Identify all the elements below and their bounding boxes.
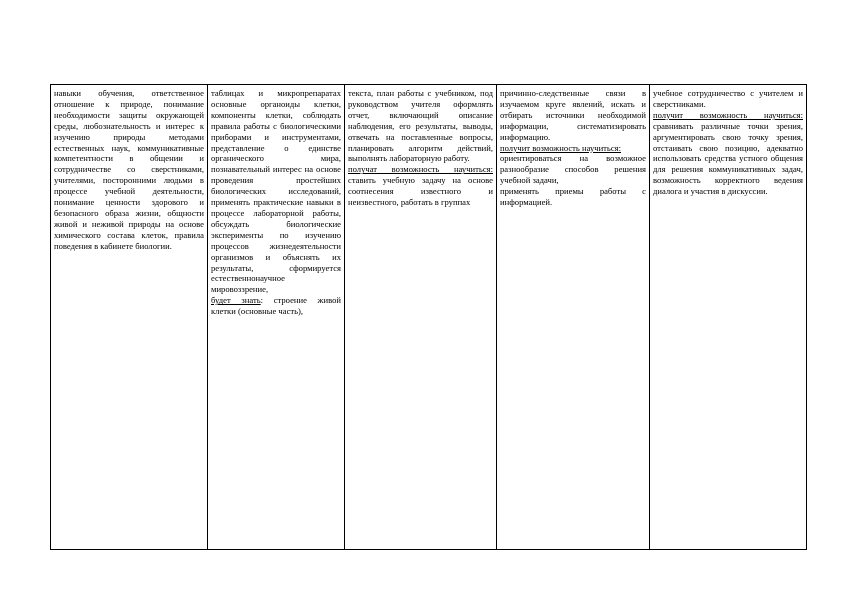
cell-text: текста, план работы с учебником, под руководством учителя оформлять отчет, включающий описание наблюдения, его результаты, выводы, отвечать на поставленные вопросы, планировать алгоритм действий, выполнять лабораторную работу.	[348, 88, 493, 164]
table-cell-subject	[208, 85, 345, 550]
cell-underlined-heading: получат возможность научиться:	[348, 164, 493, 175]
cell-text: : строение живой клетки (основные часть),	[211, 295, 341, 317]
cell-paragraph	[348, 164, 493, 208]
cell-paragraph	[500, 143, 646, 154]
table-cell-communicative	[650, 85, 807, 550]
table-row	[51, 85, 807, 550]
cell-text: учебное сотрудничество с учителем и сверстниками.	[653, 88, 803, 109]
cell-underlined-heading: будет знать	[211, 295, 261, 306]
competencies-table	[50, 84, 807, 550]
cell-text: ставить учебную задачу на основе соотнесения известного и неизвестного, работать в группах	[348, 175, 493, 208]
table-cell-cognitive	[497, 85, 650, 550]
cell-underlined-heading: получит возможность научиться:	[500, 142, 621, 153]
cell-text: таблицах и микропрепаратах основные органоиды клетки, компоненты клетки, соблюдать правила работы с биологическими приборами и инструментами, представление о единстве органического мира, познавательный интерес на основе проведения простейших биологических исследований, применять практические навыки в процессе лабораторной работы, обсуждать биологические эксперименты по изучению процессов жизнедеятельности организмов и объяснять их результаты, сформируется естественнонаучное мировоззрение,	[211, 88, 341, 295]
table-cell-regulatory	[345, 85, 497, 550]
cell-text: навыки обучения, ответственное отношение к природе, понимание необходимости защиты окружающей среды, любознательность и интерес к изучению природы методами естественных наук, коммуникативные компетентности в общении и сотрудничестве со сверстниками, учителями, посторонними людьми в процессе учебной деятельности, понимание ценности здорового и безопасного образа жизни, общности живой и неживой природы на основе химического состава клеток, правила поведения в кабинете биологии.	[54, 88, 204, 251]
cell-paragraph	[211, 295, 341, 317]
cell-text: причинно-следственные связи в изучаемом круге явлений, искать и отбирать источники необходимой информации, систематизировать информацию.	[500, 88, 646, 142]
cell-text: сравнивать различные точки зрения, аргументировать свою точку зрения, отстаивать свою позицию, адекватно использовать средства устного общения для решения коммуникативных задач, возможность корректного ведения диалога и участия в дискуссии.	[653, 120, 803, 197]
cell-paragraph	[653, 110, 803, 197]
cell-text: ориентироваться на возможное разнообразие способов решения учебной задачи,	[500, 153, 646, 186]
table-cell-personal	[51, 85, 208, 550]
cell-underlined-heading: получит возможность научиться:	[653, 109, 803, 120]
cell-text: применять приемы работы с информацией.	[500, 186, 646, 208]
